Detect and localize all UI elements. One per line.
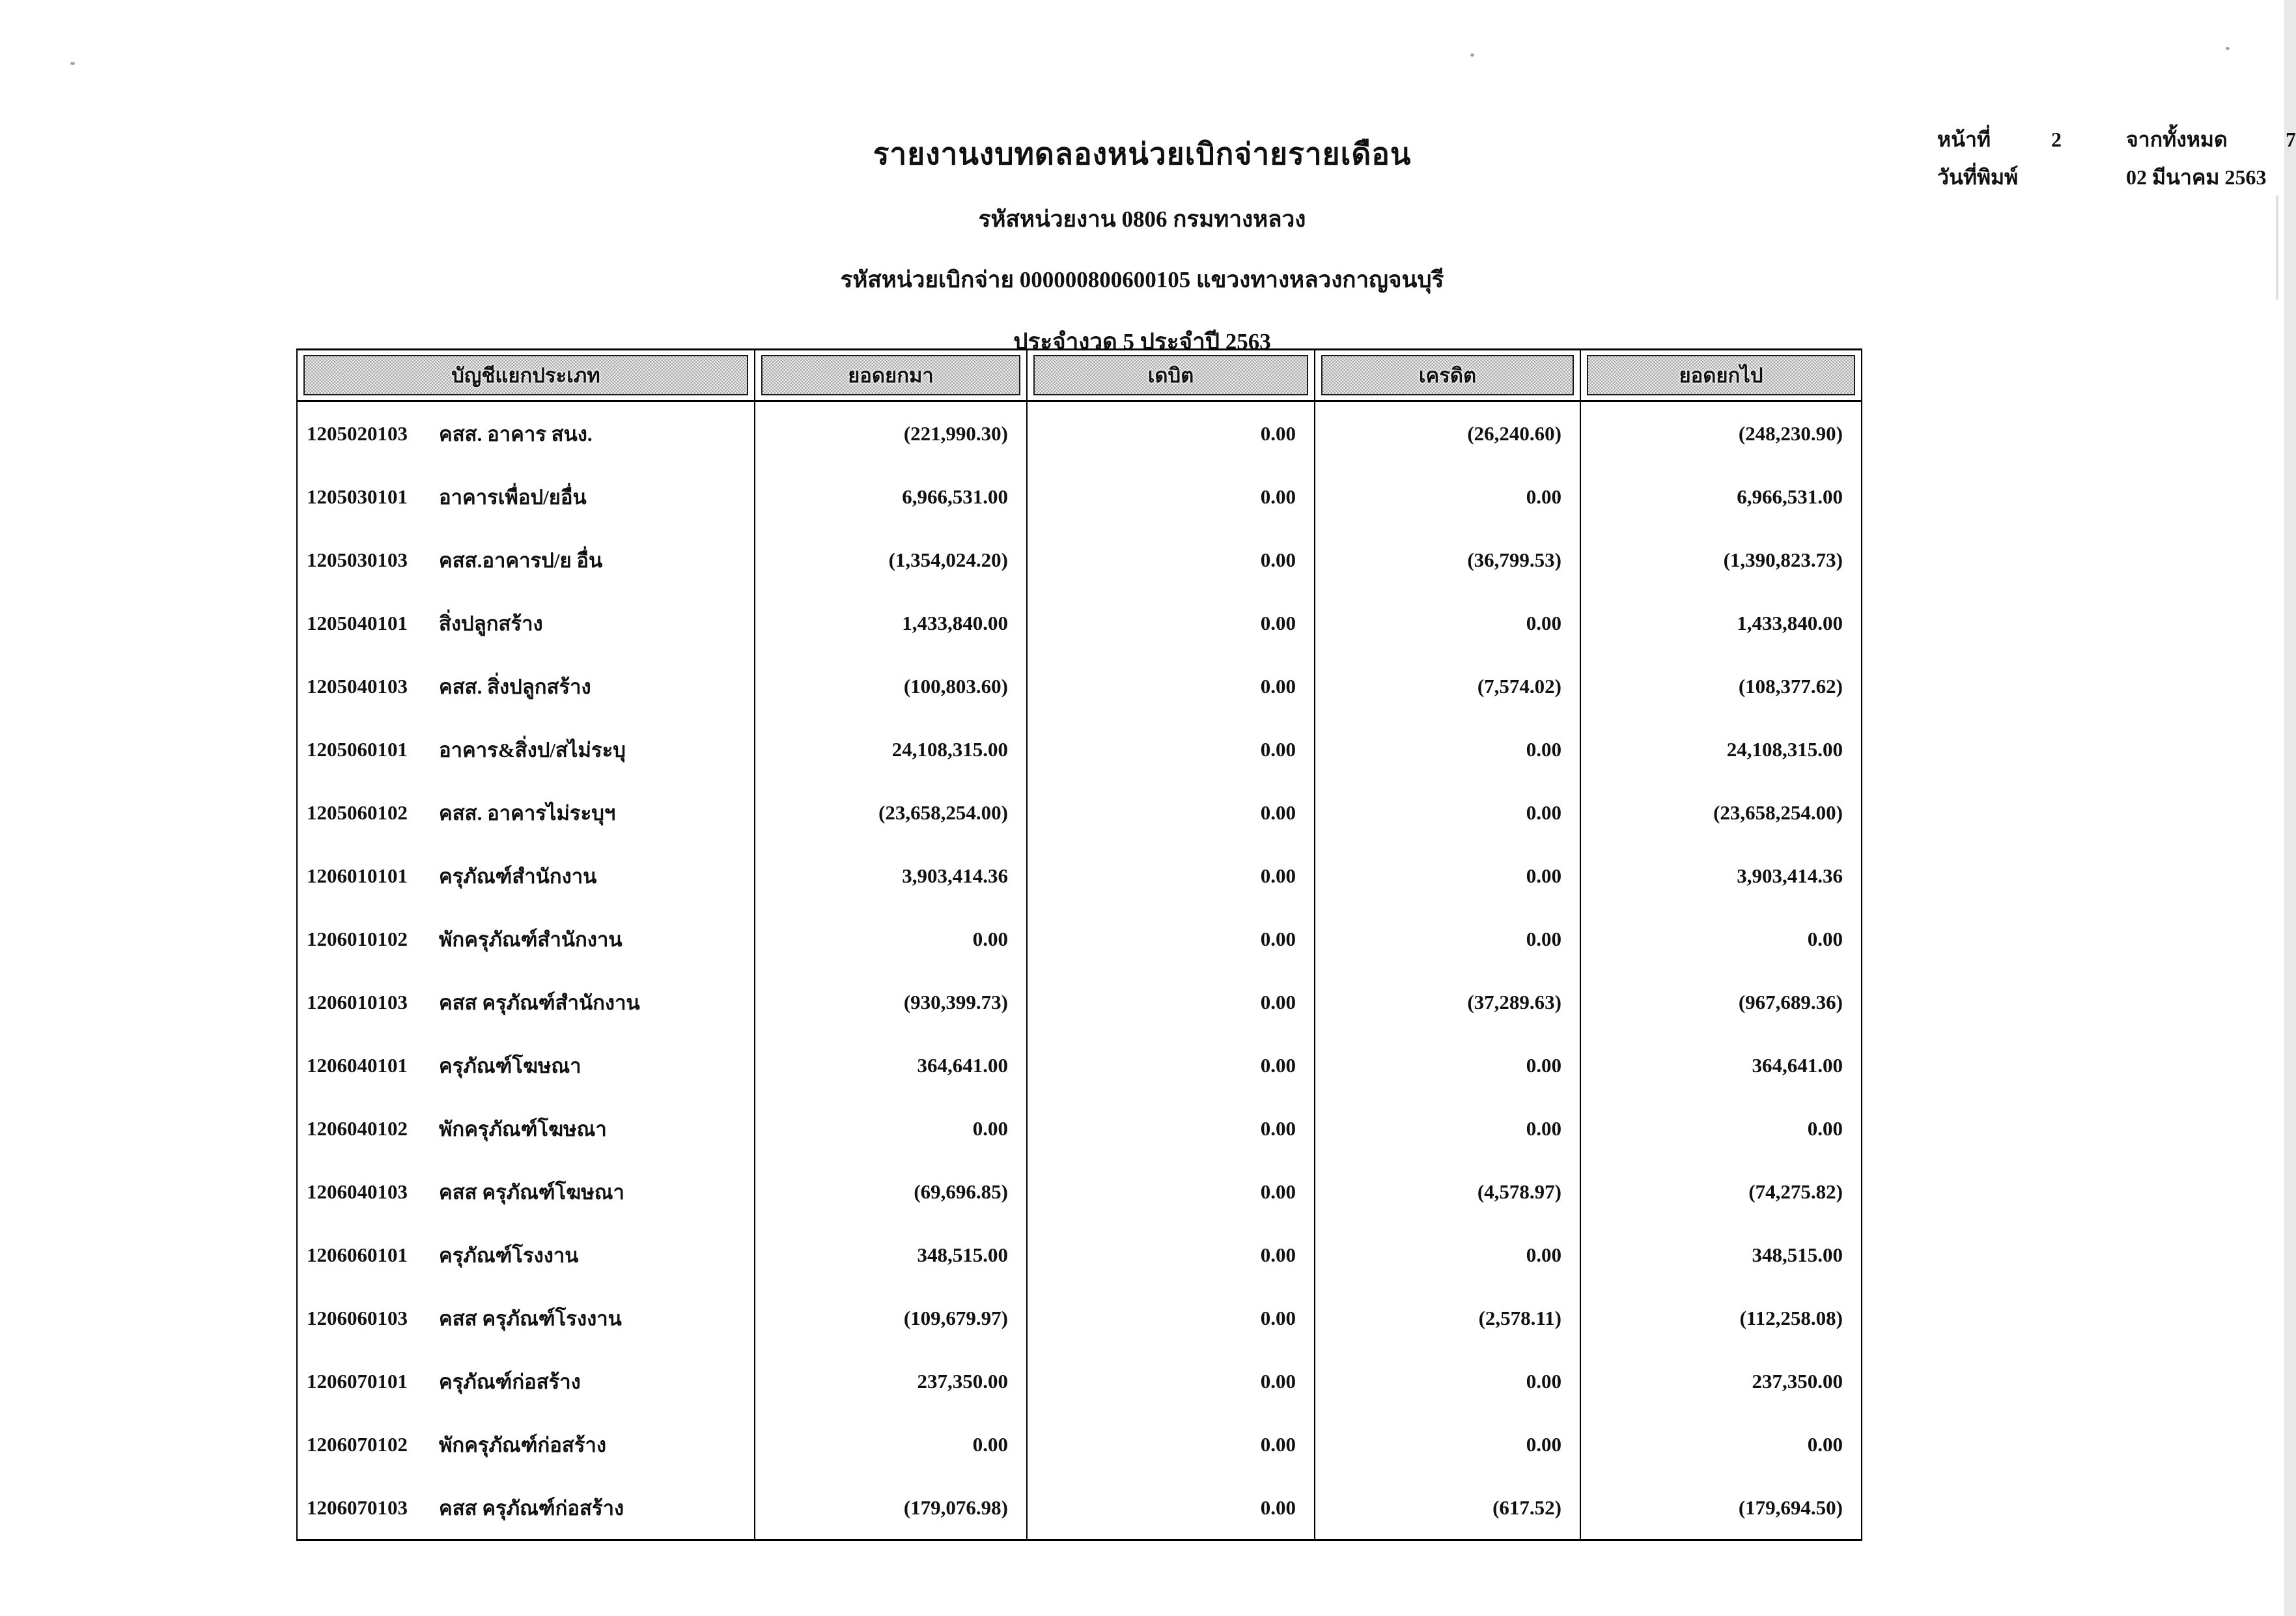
account-name: พักครุภัณฑ์โฆษณา — [439, 1117, 607, 1141]
table-header-row — [296, 348, 1862, 402]
account-name: คสส ครุภัณฑ์โฆษณา — [439, 1180, 624, 1204]
debit-value: 0.00 — [1028, 1034, 1315, 1097]
balance-forward-value: (1,354,024.20) — [755, 528, 1028, 591]
account-code: 1205040101 — [307, 611, 408, 634]
account-code: 1206070103 — [307, 1496, 408, 1519]
account-cell — [296, 1350, 755, 1413]
balance-forward-value: 24,108,315.00 — [755, 718, 1028, 781]
credit-value: 0.00 — [1315, 591, 1581, 655]
balance-forward-value: 237,350.00 — [755, 1350, 1028, 1413]
account-name: พักครุภัณฑ์สำนักงาน — [439, 928, 623, 951]
table-body — [296, 402, 1862, 1541]
credit-value: 0.00 — [1315, 1413, 1581, 1476]
debit-value: 0.00 — [1028, 465, 1315, 528]
debit-value: 0.00 — [1028, 1223, 1315, 1286]
header-label-balance-carry: ยอดยกไป — [1587, 355, 1855, 395]
account-code: 1206010102 — [307, 927, 408, 950]
account-code: 1205030101 — [307, 485, 408, 508]
header-label-credit: เครดิต — [1321, 355, 1574, 395]
balance-carry-value: 6,966,531.00 — [1581, 465, 1862, 528]
account-cell — [296, 1097, 755, 1160]
balance-carry-value: (74,275.82) — [1581, 1160, 1862, 1223]
credit-value: (7,574.02) — [1315, 655, 1581, 718]
print-date: 02 มีนาคม 2563 — [2126, 165, 2267, 189]
balance-carry-value: (112,258.08) — [1581, 1286, 1862, 1350]
account-cell — [296, 1286, 755, 1350]
debit-value: 0.00 — [1028, 402, 1315, 465]
scan-speck — [2226, 47, 2230, 50]
account-name: คสส. อาคาร สนง. — [439, 422, 593, 446]
balance-forward-value: (179,076.98) — [755, 1476, 1028, 1539]
debit-value: 0.00 — [1028, 1286, 1315, 1350]
debit-value: 0.00 — [1028, 591, 1315, 655]
balance-carry-value: (1,390,823.73) — [1581, 528, 1862, 591]
credit-value: 0.00 — [1315, 844, 1581, 907]
credit-value: (26,240.60) — [1315, 402, 1581, 465]
balance-forward-value: 0.00 — [755, 1097, 1028, 1160]
balance-carry-value: (179,694.50) — [1581, 1476, 1862, 1539]
credit-value: (4,578.97) — [1315, 1160, 1581, 1223]
debit-value: 0.00 — [1028, 844, 1315, 907]
balance-forward-value: 1,433,840.00 — [755, 591, 1028, 655]
header-label-debit: เดบิต — [1033, 355, 1308, 395]
account-code: 1206060101 — [307, 1243, 408, 1266]
header-cell-debit — [1028, 350, 1315, 400]
debit-value: 0.00 — [1028, 1413, 1315, 1476]
balance-carry-value: 0.00 — [1581, 1413, 1862, 1476]
balance-carry-value: (967,689.36) — [1581, 971, 1862, 1034]
balance-forward-value: (109,679.97) — [755, 1286, 1028, 1350]
period-line: ประจำงวด 5 ประจำปี 2563 — [1013, 329, 1271, 354]
balance-carry-value: 0.00 — [1581, 907, 1862, 971]
debit-value: 0.00 — [1028, 1097, 1315, 1160]
account-code: 1205060102 — [307, 801, 408, 824]
credit-value: 0.00 — [1315, 1223, 1581, 1286]
of-total-label: จากทั้งหมด — [2126, 128, 2228, 151]
credit-value: 0.00 — [1315, 1034, 1581, 1097]
account-name: คสส ครุภัณฑ์โรงงาน — [439, 1307, 622, 1330]
account-code: 1206070101 — [307, 1369, 408, 1393]
debit-value: 0.00 — [1028, 655, 1315, 718]
account-code: 1206070102 — [307, 1432, 408, 1456]
credit-value: 0.00 — [1315, 781, 1581, 844]
credit-value: (617.52) — [1315, 1476, 1581, 1539]
credit-value: 0.00 — [1315, 465, 1581, 528]
header-label-account: บัญชีแยกประเภท — [303, 355, 748, 395]
account-code: 1206060103 — [307, 1306, 408, 1329]
account-name: อาคารเพื่อป/ยอื่น — [439, 485, 587, 509]
balance-forward-value: (221,990.30) — [755, 402, 1028, 465]
account-name: สิ่งปลูกสร้าง — [439, 612, 543, 635]
account-cell — [296, 591, 755, 655]
page-number-line — [1937, 120, 2296, 158]
scan-speck — [1470, 53, 1474, 57]
trial-balance-table — [296, 348, 1862, 1541]
account-cell — [296, 1160, 755, 1223]
scan-speck — [70, 62, 75, 65]
account-name: ครุภัณฑ์สำนักงาน — [439, 864, 597, 888]
balance-carry-value: (108,377.62) — [1581, 655, 1862, 718]
header-cell-credit — [1315, 350, 1581, 400]
account-code: 1206040103 — [307, 1180, 408, 1203]
credit-value: (2,578.11) — [1315, 1286, 1581, 1350]
balance-carry-value: (23,658,254.00) — [1581, 781, 1862, 844]
account-cell — [296, 718, 755, 781]
debit-value: 0.00 — [1028, 528, 1315, 591]
account-cell — [296, 528, 755, 591]
account-cell — [296, 655, 755, 718]
balance-carry-value: 237,350.00 — [1581, 1350, 1862, 1413]
account-cell — [296, 465, 755, 528]
account-name: คสส ครุภัณฑ์สำนักงาน — [439, 991, 640, 1014]
account-cell — [296, 1034, 755, 1097]
balance-forward-value: 3,903,414.36 — [755, 844, 1028, 907]
credit-value: (36,799.53) — [1315, 528, 1581, 591]
balance-carry-value: 348,515.00 — [1581, 1223, 1862, 1286]
account-name: คสส ครุภัณฑ์ก่อสร้าง — [439, 1496, 624, 1520]
credit-value: 0.00 — [1315, 907, 1581, 971]
print-date-label: วันที่พิมพ์ — [1937, 165, 2019, 189]
header-cell-balance-carry — [1581, 350, 1862, 400]
account-name: คสส. อาคารไม่ระบุฯ — [439, 801, 616, 825]
debit-value: 0.00 — [1028, 971, 1315, 1034]
page-number: 2 — [2051, 128, 2062, 151]
balance-forward-value: 364,641.00 — [755, 1034, 1028, 1097]
balance-carry-value: 3,903,414.36 — [1581, 844, 1862, 907]
balance-forward-value: 0.00 — [755, 907, 1028, 971]
debit-value: 0.00 — [1028, 1160, 1315, 1223]
account-code: 1206040101 — [307, 1053, 408, 1077]
credit-value: 0.00 — [1315, 718, 1581, 781]
account-name: ครุภัณฑ์ก่อสร้าง — [439, 1370, 581, 1393]
debit-value: 0.00 — [1028, 781, 1315, 844]
scan-streak — [2276, 195, 2278, 300]
debit-value: 0.00 — [1028, 907, 1315, 971]
balance-forward-value: (23,658,254.00) — [755, 781, 1028, 844]
header-label-balance-forward: ยอดยกมา — [761, 355, 1020, 395]
total-pages: 7 — [2286, 128, 2296, 151]
account-name: พักครุภัณฑ์ก่อสร้าง — [439, 1433, 607, 1456]
balance-carry-value: 0.00 — [1581, 1097, 1862, 1160]
unit-code-line: รหัสหน่วยเบิกจ่าย 000000800600105 แขวงทางหลวงกาญจนบุรี — [840, 267, 1444, 292]
balance-forward-value: (69,696.85) — [755, 1160, 1028, 1223]
print-date-line — [1937, 158, 2296, 196]
account-cell — [296, 971, 755, 1034]
balance-carry-value: 24,108,315.00 — [1581, 718, 1862, 781]
account-code: 1205040103 — [307, 674, 408, 698]
account-cell — [296, 1476, 755, 1539]
account-name: ครุภัณฑ์โรงงาน — [439, 1243, 579, 1267]
page-title: รายงานงบทดลองหน่วยเบิกจ่ายรายเดือน — [873, 137, 1412, 171]
balance-forward-value: 348,515.00 — [755, 1223, 1028, 1286]
header-cell-account — [296, 350, 755, 400]
account-name: คสส. สิ่งปลูกสร้าง — [439, 675, 591, 698]
balance-carry-value: 364,641.00 — [1581, 1034, 1862, 1097]
account-cell — [296, 1223, 755, 1286]
page-info-block — [1937, 120, 2296, 196]
account-name: อาคาร&สิ่งป/สไม่ระบุ — [439, 738, 626, 761]
header-cell-balance-forward — [755, 350, 1028, 400]
balance-carry-value: 1,433,840.00 — [1581, 591, 1862, 655]
balance-forward-value: (100,803.60) — [755, 655, 1028, 718]
balance-forward-value: (930,399.73) — [755, 971, 1028, 1034]
account-cell — [296, 844, 755, 907]
account-name: ครุภัณฑ์โฆษณา — [439, 1054, 581, 1077]
account-cell — [296, 907, 755, 971]
balance-forward-value: 0.00 — [755, 1413, 1028, 1476]
account-cell — [296, 402, 755, 465]
agency-code-line: รหัสหน่วยงาน 0806 กรมทางหลวง — [978, 206, 1306, 232]
balance-carry-value: (248,230.90) — [1581, 402, 1862, 465]
credit-value: (37,289.63) — [1315, 971, 1581, 1034]
account-code: 1206010103 — [307, 990, 408, 1014]
debit-value: 0.00 — [1028, 1476, 1315, 1539]
account-name: คสส.อาคารป/ย อื่น — [439, 548, 603, 572]
account-code: 1205060101 — [307, 737, 408, 761]
account-cell — [296, 1413, 755, 1476]
credit-value: 0.00 — [1315, 1097, 1581, 1160]
account-code: 1206040102 — [307, 1116, 408, 1140]
account-cell — [296, 781, 755, 844]
balance-forward-value: 6,966,531.00 — [755, 465, 1028, 528]
page-label: หน้าที่ — [1937, 128, 1991, 151]
account-code: 1205030103 — [307, 548, 408, 571]
credit-value: 0.00 — [1315, 1350, 1581, 1413]
debit-value: 0.00 — [1028, 1350, 1315, 1413]
account-code: 1206010101 — [307, 864, 408, 887]
account-code: 1205020103 — [307, 421, 408, 445]
debit-value: 0.00 — [1028, 718, 1315, 781]
